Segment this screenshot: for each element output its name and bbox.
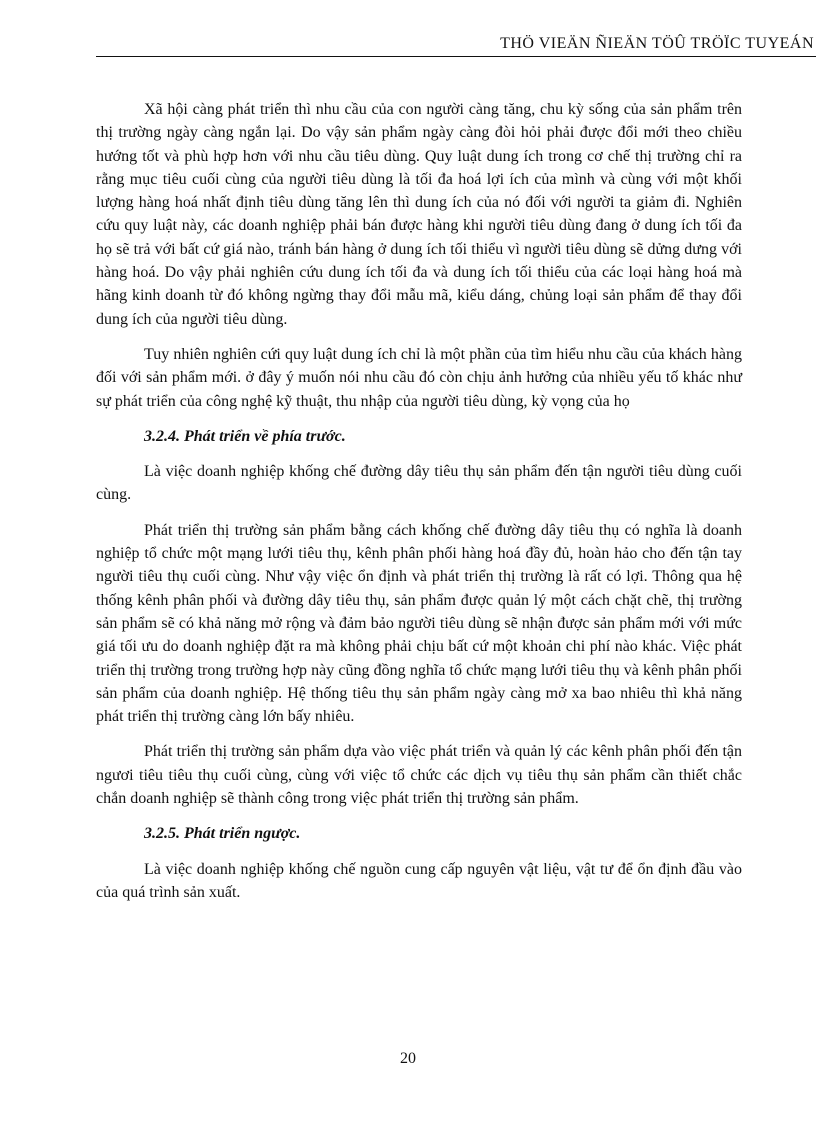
paragraph: Là việc doanh nghiệp khống chế nguồn cung cấp nguyên vật liệu, vật tư để ổn định đầu vào của quá trình sản xuất. xyxy=(96,860,742,901)
document-body xyxy=(96,98,742,904)
paragraph: Phát triển thị trường sản phẩm bằng cách khống chế đường dây tiêu thụ có nghĩa là doanh nghiệp tổ chức một mạng lưới tiêu thụ, kênh phân phối hàng hoá đầy đủ, hoàn hảo cho đến tận tay người tiêu thụ cuối cùng. Như vậy việc ổn định và phát triển thị trường là rất có lợi. Thông qua hệ thống kênh phân phối và đường dây tiêu thụ, sản phẩm được quản lý một cách chặt chẽ, thị trường sản phẩm sẽ có khả năng mở rộng và đảm bảo người tiêu dùng sẽ nhận được sản phẩm mới với mức giá tối ưu do doanh nghiệp đặt ra mà không phải chịu bất cứ một khoản chi phí nào khác. Việc phát triển thị trường trong trường hợp này cũng đồng nghĩa tổ chức mạng lưới tiêu thụ và kênh phân phối sản phẩm của doanh nghiệp. Hệ thống tiêu thụ sản phẩm ngày càng mở xa bao nhiêu thì khả năng phát triển thị trường càng lớn bấy nhiêu. xyxy=(96,521,742,726)
paragraph: Phát triển thị trường sản phẩm dựa vào việc phát triển và quản lý các kênh phân phối đến tận ngươi tiêu tiêu thụ cuối cùng, cùng với việc tổ chức các dịch vụ tiêu thụ sản phẩm cần thiết chắc chắn doanh nghiệp sẽ thành công trong việc phát triển thị trường sản phẩm. xyxy=(96,743,742,808)
header-title: THÖ VIEÄN ÑIEÄN TÖÛ TRÖÏC TUYEÁN xyxy=(500,35,814,52)
page-header xyxy=(96,28,816,57)
paragraph: Xã hội càng phát triển thì nhu cầu của con người càng tăng, chu kỳ sống của sản phẩm trên thị trường ngày càng ngắn lại. Do vậy sản phẩm ngày càng đòi hỏi phải được đổi mới theo chiều hướng tốt và phù hợp hơn với nhu cầu tiêu dùng. Quy luật dung ích trong cơ chế thị trường chỉ ra rằng mục tiêu cuối cùng của người tiêu dùng là tối đa hoá lợi ích của mình và cùng với một khối lượng hàng hoá nhất định tiêu dùng tăng lên thì dung ích của nó đối với người ta giảm đi. Nghiên cứu quy luật này, các doanh nghiệp phải bán được hàng khi người tiêu dùng đang ở dung ích tối đa họ sẽ trả với bất cứ giá nào, tránh bán hàng ở dung ích tối thiểu vì người tiêu dùng sẽ dửng dưng với hàng hoá. Do vậy phải nghiên cứu dung ích tối đa và dung ích tối thiểu của các loại hàng hoá mà hãng kinh doanh từ đó không ngừng thay đổi mẫu mã, kiểu dáng, chủng loại sản phẩm để thay đổi dung ích của người tiêu dùng. xyxy=(96,101,742,328)
paragraph: Tuy nhiên nghiên cứi quy luật dung ích chỉ là một phần của tìm hiểu nhu cầu của khách hàng đối với sản phẩm mới. ở đây ý muốn nói nhu cầu đó còn chịu ảnh hưởng của nhiều yếu tố khác như sự phát triển của công nghệ kỹ thuật, thu nhập của người tiêu dùng, kỳ vọng của họ xyxy=(96,345,742,410)
section-heading: 3.2.4. Phát triển về phía trước. xyxy=(144,427,346,445)
paragraph: Là việc doanh nghiệp khống chế đường dây tiêu thụ sản phẩm đến tận người tiêu dùng cuối cùng. xyxy=(96,463,742,504)
section-heading: 3.2.5. Phát triển ngược. xyxy=(144,825,301,843)
page-number: 20 xyxy=(400,1050,416,1067)
